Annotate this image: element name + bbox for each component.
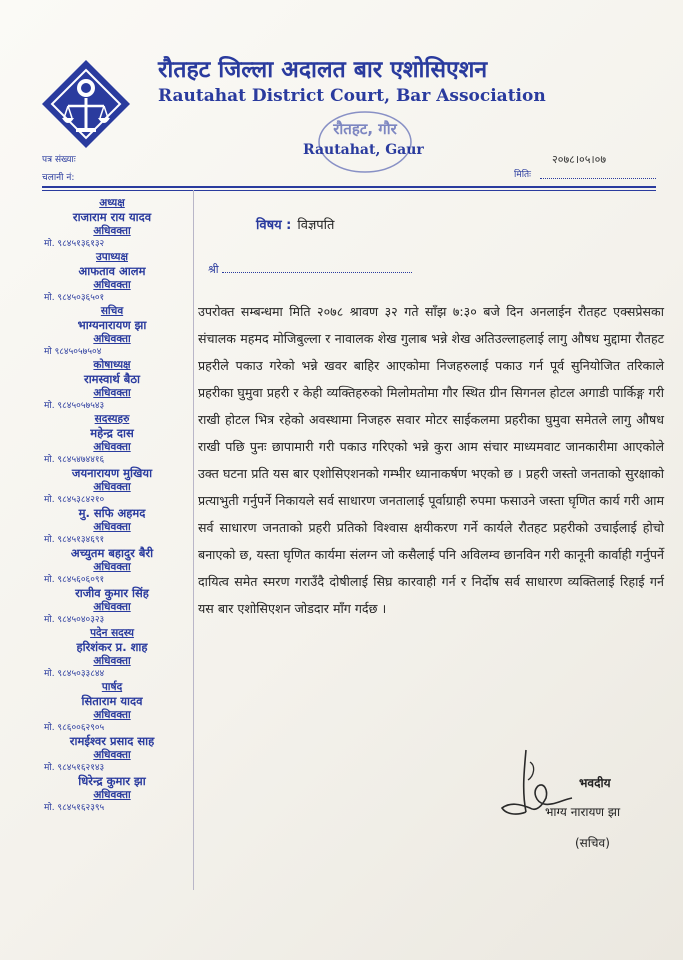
member-name: अच्युतम बहादुर बैरी	[70, 546, 154, 560]
reference-number-label: पत्र संख्याः	[42, 155, 76, 165]
member-name: धिरेन्द्र कुमार झा	[78, 774, 146, 788]
dispatch-number-label: चलानी नं:	[42, 173, 75, 183]
member-phone: मो. ९८४५४७४४१६	[44, 455, 105, 465]
member-name: सिताराम यादव	[81, 694, 143, 708]
member-title: अधिवक्ता	[93, 333, 131, 345]
addressee-label: श्री	[208, 263, 219, 276]
signatory-role: (सचिव)	[575, 836, 610, 850]
bar-association-logo	[40, 58, 132, 150]
member-title: अधिवक्ता	[93, 481, 131, 493]
svg-text:रौतहट, गौर: रौतहट, गौर	[333, 120, 397, 138]
member-role: पदेन सदस्य	[90, 627, 134, 639]
member-title: अधिवक्ता	[93, 655, 131, 667]
date-value: २०७८।०५।०७	[552, 153, 607, 166]
member-title: अधिवक्ता	[93, 279, 131, 291]
subject-label: विषय :	[256, 218, 292, 233]
member-role: उपाध्यक्ष	[95, 251, 128, 263]
member-phone: मो. ९८४५०३३८४४	[44, 669, 105, 679]
letterhead-title-nepali: रौतहट जिल्ला अदालत बार एशोसिएशन	[158, 57, 488, 83]
member-phone: मो. ९८६००६२९०५	[44, 723, 105, 733]
member-phone: मो. ९८४५३८४२१०	[44, 495, 105, 505]
member-name: जयनारायण मुखिया	[71, 466, 153, 480]
member-entry	[38, 546, 186, 586]
member-name: महेन्द्र दास	[90, 426, 134, 440]
date-dotted-line	[540, 178, 656, 179]
member-phone: मो ९८४५०५७५०४	[44, 347, 102, 357]
letterhead-place: Rautahat, Gaur	[303, 142, 424, 158]
member-phone: मो. ९८४५१३४६९१	[44, 535, 105, 545]
member-name: राजीव कुमार सिंह	[75, 586, 149, 600]
member-entry	[38, 774, 186, 814]
member-title: अधिवक्ता	[93, 225, 131, 237]
member-entry	[38, 586, 186, 626]
member-phone: मो. ९८४५१६२१४३	[44, 763, 105, 773]
member-phone: मो. ९८४५१३६१३२	[44, 239, 105, 249]
member-title: अधिवक्ता	[93, 789, 131, 801]
member-role: सदस्यहरु	[94, 413, 130, 425]
member-phone: मो. ९८४५०३६५०१	[44, 293, 105, 303]
member-role: पार्षद	[101, 681, 123, 693]
member-title: अधिवक्ता	[93, 441, 131, 453]
member-entry	[38, 196, 186, 250]
member-phone: मो. ९८४५१६२३९५	[44, 803, 105, 813]
member-entry	[38, 304, 186, 358]
member-role: कोषाध्यक्ष	[93, 359, 131, 371]
header-rule	[42, 186, 656, 188]
member-entry	[38, 250, 186, 304]
member-entry	[38, 412, 186, 466]
member-name: भाग्यनारायण झा	[77, 318, 147, 332]
subject-line	[256, 215, 334, 233]
sidebar-divider	[193, 190, 194, 890]
member-name: हरिशंकर प्र. शाह	[76, 640, 148, 654]
member-phone: मो. ९८४५०४०३२३	[44, 615, 105, 625]
signatory-name: भाग्य नारायण झा	[545, 805, 621, 819]
member-entry	[38, 734, 186, 774]
member-entry	[38, 358, 186, 412]
member-phone: मो. ९८४५०५७५४३	[44, 401, 105, 411]
member-role: अध्यक्ष	[99, 197, 125, 209]
letterhead-title-english: Rautahat District Court, Bar Association	[158, 86, 546, 106]
header-rule-thin	[42, 190, 656, 191]
member-name: रामस्वार्थ बैठा	[84, 372, 140, 386]
date-label: मितिः	[514, 170, 531, 180]
member-title: अधिवक्ता	[93, 709, 131, 721]
member-title: अधिवक्ता	[93, 561, 131, 573]
member-title: अधिवक्ता	[93, 521, 131, 533]
member-phone: मो. ९८४५६०६०९१	[44, 575, 105, 585]
letter-body: उपरोक्त सम्बन्धमा मिति २०७८ श्रावण ३२ गते साँझ ७:३० बजे दिन अनलाईन रौतहट एक्सप्रेसका संचालक महमद मोजिबुल्ला र नावालक शेख गुलाब भन्ने शेख अतिउल्लाहलाई लागु औषध मुद्दामा रौतहट प्रहरीले पकाउ गरेको भन्ने खवर बाहिर आएकोमा निजहरुलाई पकाउ गर्न पूर्व सुनियोजित तरिकाले प्रहरीका घुमुवा प्रहरी र केही व्यक्तिहरुको मिलोमतोमा गौर स्थित ग्रीन सिगनल होटल अगाडी पार्किङ्ग गरी राखी होटल भित्र रहेको अवस्थामा निजहरु सवार मोटर साईकलमा प्रहरीका घुमुवा समेतले लागु औषध राखी पछि पुनः छापामारी गरी पकाउ गरिएको भन्ने कुरा आम संचार माध्यमवाट जानकारीमा आएकोले उक्त घटना प्रति यस बार एशोसिएशनको गम्भीर ध्यानाकर्षण भएको छ । प्रहरी जस्तो जनताको सुरक्षाको प्रत्याभुती गर्नुपर्ने निकायले सर्व साधारण जनतालाई पूर्वाग्राही रुपमा फसाउने जस्ता घृणित कार्य गरी आम सर्व साधारण जनताको प्रहरी प्रतिको विश्वास क्षयीकरण गर्ने कार्यले रौतहट प्रहरीको उचाईलाई होचो बनाएको छ, यस्ता घृणित कार्यमा संलग्न जो कसैलाई पनि अविलम्व छानविन गरी कानूनी कार्वाही गर्नुपर्ने दायित्व समेत स्मरण गराउँदै दोषीलाई सिघ्र कारवाही गर्न र निर्दोष सर्व साधारण व्यक्तिलाई रिहाई गर्न यस बार एशोसिएशन जोडदार माँग गर्दछ ।	[198, 304, 664, 616]
member-role: सचिव	[100, 305, 124, 317]
member-name: मु. सफि अहमद	[78, 506, 146, 520]
member-name: आफताव आलम	[78, 264, 146, 278]
addressee-dotted-line	[222, 272, 412, 273]
members-sidebar	[38, 196, 186, 814]
member-title: अधिवक्ता	[93, 749, 131, 761]
member-name: राजाराम राय यादव	[72, 210, 152, 224]
member-title: अधिवक्ता	[93, 387, 131, 399]
member-entry	[38, 506, 186, 546]
closing-salutation: भवदीय	[579, 776, 611, 790]
member-entry	[38, 680, 186, 734]
member-entry	[38, 626, 186, 680]
subject-text: विज्ञपति	[297, 218, 335, 233]
member-entry	[38, 466, 186, 506]
member-title: अधिवक्ता	[93, 601, 131, 613]
member-name: रामईश्वर प्रसाद साह	[69, 734, 155, 748]
